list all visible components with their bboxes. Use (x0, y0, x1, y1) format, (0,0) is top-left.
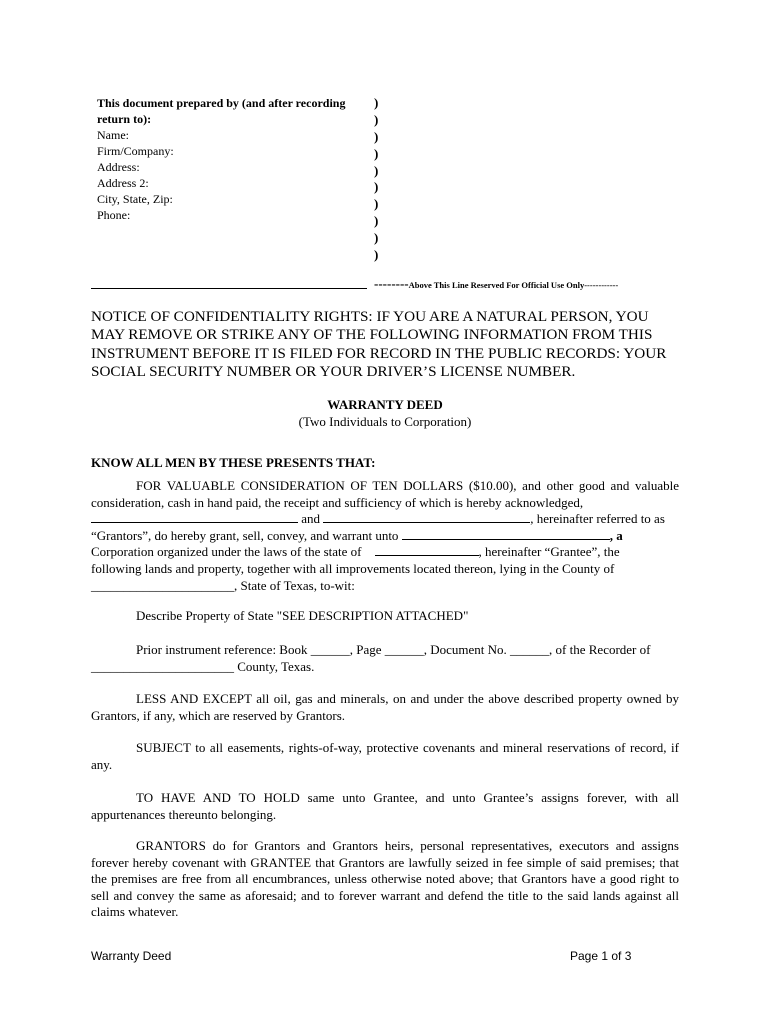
field-city-state-zip: City, State, Zip: (97, 192, 173, 206)
field-address: Address: (97, 160, 140, 174)
consideration-paragraph: FOR VALUABLE CONSIDERATION OF TEN DOLLARS ($10.00), and other good and valuable consideration, cash in hand paid, the receipt and sufficiency of which is hereby acknowledged, and , hereinafter referred to as “Grantors”, do hereby grant, sell, convey, and warrant unto , a Corporation organized under the laws of the state of , hereinafter “Grantee”, the following lands and property, together with all improvements located thereon, lying in the County of ______________________, State of Texas, to-wit: (91, 478, 679, 593)
recording-divider (91, 288, 367, 289)
describe-property: Describe Property of State "SEE DESCRIPTION ATTACHED" (136, 608, 469, 623)
page-number: Page 1 of 3 (570, 949, 632, 963)
less-and-except: LESS AND EXCEPT all oil, gas and minerals, on and under the above described property owned by Grantors, if any, which are reserved by Grantors. (91, 691, 679, 723)
document-subtitle: (Two Individuals to Corporation) (298, 414, 472, 429)
grantor1-blank[interactable] (91, 512, 298, 523)
footer-title: Warranty Deed (91, 949, 172, 963)
grantors-covenant: GRANTORS do for Grantors and Grantors heirs, personal representatives, executors and assigns forever hereby covenant with GRANTEE that Grantors are lawfully seized in fee simple of said premises; that the premises are free from all encumbrances, unless otherwise noted above; that Grantors have a good right to sell and convey the same as aforesaid; and to forever warrant and defend the title to the said lands against all claims whatever. (91, 838, 679, 920)
prior-instrument: Prior instrument reference: Book ______, Page ______, Document No. ______, of the Recorder of ______________________ County, Texas. (91, 642, 651, 674)
to-have-and-hold: TO HAVE AND TO HOLD same unto Grantee, and unto Grantee’s assigns forever, with all appurtenances thereunto belonging. (91, 790, 679, 822)
state-blank[interactable] (375, 545, 479, 556)
field-phone: Phone: (97, 208, 131, 222)
document-title-block (91, 396, 679, 430)
document-title: WARRANTY DEED (327, 397, 443, 412)
subject-to: SUBJECT to all easements, rights-of-way, protective covenants and mineral reservations of record, if any. (91, 740, 679, 772)
official-use-line: --------Above This Line Reserved For Official Use Only------------ (374, 276, 619, 291)
field-address2: Address 2: (97, 176, 149, 190)
field-name: Name: (97, 128, 129, 142)
bracket-column: ) ) ) ) ) ) ) ) ) ) (374, 95, 379, 263)
preparer-heading: This document prepared by (and after recording return to): (97, 96, 346, 126)
preparer-block (97, 95, 362, 223)
confidentiality-notice: NOTICE OF CONFIDENTIALITY RIGHTS: IF YOU ARE A NATURAL PERSON, YOU MAY REMOVE OR STRIKE ANY OF THE FOLLOWING INFORMATION FROM THIS INSTRUMENT BEFORE IT IS FILED FOR RECORD IN THE PUBLIC RECORDS: YOUR SOCIAL SECURITY NUMBER OR YOUR DRIVER’S LICENSE NUMBER. (91, 308, 667, 381)
know-all-men: KNOW ALL MEN BY THESE PRESENTS THAT: (91, 455, 376, 470)
grantee-blank[interactable] (402, 529, 610, 540)
field-firm: Firm/Company: (97, 144, 174, 158)
grantor2-blank[interactable] (323, 512, 530, 523)
